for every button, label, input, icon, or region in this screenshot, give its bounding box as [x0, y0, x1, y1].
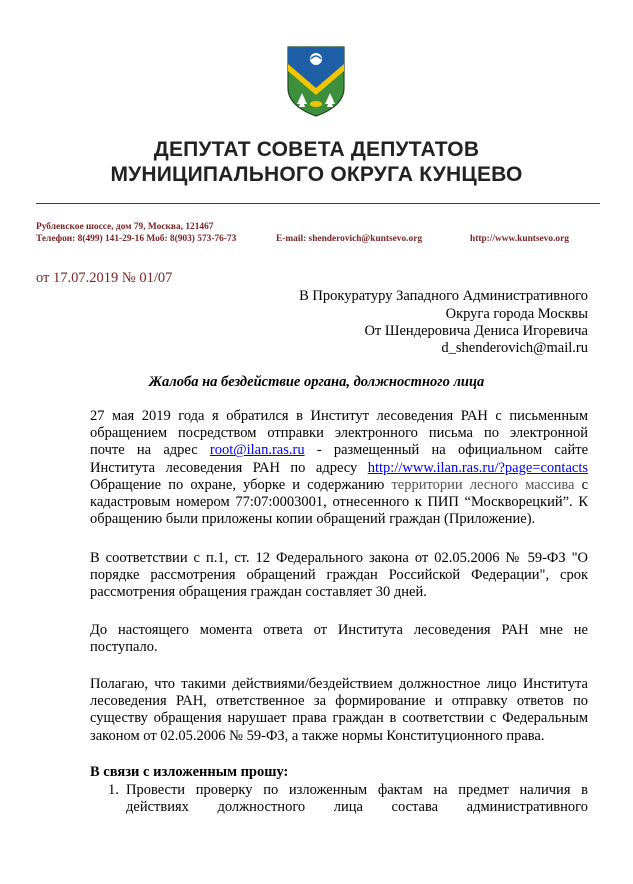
paragraph-line: существу обращения нарушает права граждан в соответствии с Федеральным	[90, 710, 588, 727]
municipal-emblem	[285, 44, 347, 118]
paragraph-line: поступало.	[90, 639, 158, 656]
paragraph-line: кадастровым номером 77:07:0003001, отнесенного к ПИП “Москворецкий”. К	[90, 494, 588, 511]
paragraph-line: обращением посредством отправки электронного письма по электронной	[90, 425, 588, 442]
letterhead-email: E-mail: shenderovich@kuntsevo.org	[276, 234, 423, 244]
recipient-email: d_shenderovich@mail.ru	[441, 340, 588, 356]
recipient-line2: Округа города Москвы	[445, 306, 588, 322]
paragraph-3	[90, 622, 588, 656]
list-item-line: действиях должностного лица состава административного	[126, 799, 588, 816]
document-date-number: от 17.07.2019 № 01/07	[36, 270, 173, 286]
recipient-line3: От Шендеровича Дениса Игоревича	[364, 323, 588, 339]
paragraph-line: рассмотрения обращения граждан составляет 30 дней.	[90, 584, 427, 601]
text-segment: почте на адрес	[90, 442, 198, 459]
recipient-line1: В Прокуратуру Западного Административного	[299, 288, 588, 304]
email-link[interactable]: root@ilan.ras.ru	[209, 442, 305, 459]
paragraph-line	[90, 477, 588, 494]
text-segment: Института лесоведения РАН по адресу	[90, 459, 358, 476]
list-item-line: Провести проверку по изложенным фактам на предмет наличия в	[126, 782, 588, 798]
paragraph-line	[90, 442, 588, 459]
paragraph-4	[90, 676, 588, 745]
paragraph-line: Полагаю, что такими действиями/бездействием должностное лицо Института	[90, 676, 588, 692]
text-segment: - размещенный на официальном сайте	[316, 442, 589, 459]
letterhead-title-line2: МУНИЦИПАЛЬНОГО ОКРУГА КУНЦЕВО	[110, 163, 523, 186]
paragraph-line: лесоведения РАН, ответственное за формирование и отправку ответов по	[90, 693, 588, 710]
text-segment: территории лесного массива	[391, 476, 575, 493]
paragraph-line	[90, 460, 588, 477]
paragraph-line: В соответствии с п.1, ст. 12 Федерального закона от 02.05.2006 № 59-ФЗ "О	[90, 550, 588, 566]
paragraph-line: порядке рассмотрения обращений граждан Российской Федерации", срок	[90, 567, 588, 584]
paragraph-line: законом от 02.05.2006 № 59-ФЗ, а также нормы Конституционного права.	[90, 727, 545, 744]
paragraph-line: 27 мая 2019 года я обратился в Институт лесоведения РАН с письменным	[90, 408, 588, 424]
list-item	[108, 782, 588, 816]
text-segment: с	[581, 476, 589, 493]
request-heading: В связи с изложенным прошу:	[90, 764, 289, 780]
text-segment: Обращение по охране, уборке и содержанию	[90, 476, 385, 493]
paragraph-2	[90, 550, 588, 602]
letterhead-divider	[36, 203, 600, 204]
paragraph-line: До настоящего момента ответа от Института лесоведения РАН мне не	[90, 622, 588, 638]
letterhead-website: http://www.kuntsevo.org	[470, 234, 569, 244]
letterhead-title-line1: ДЕПУТАТ СОВЕТА ДЕПУТАТОВ	[153, 138, 480, 161]
paragraph-line: обращению были приложены копии обращений граждан (Приложение).	[90, 511, 536, 528]
paragraph-1	[90, 408, 588, 528]
list-item-number: 1.	[108, 782, 119, 798]
letterhead-phones: Телефон: 8(499) 141-29-16 Моб: 8(903) 573-76-73	[36, 234, 237, 244]
url-link[interactable]: http://www.ilan.ras.ru/?page=contacts	[367, 459, 588, 476]
letterhead-address: Рублевское шоссе, дом 79, Москва, 121467	[36, 222, 214, 232]
document-title: Жалоба на бездействие органа, должностного лица	[148, 374, 485, 390]
emblem-shield-icon	[285, 44, 347, 118]
